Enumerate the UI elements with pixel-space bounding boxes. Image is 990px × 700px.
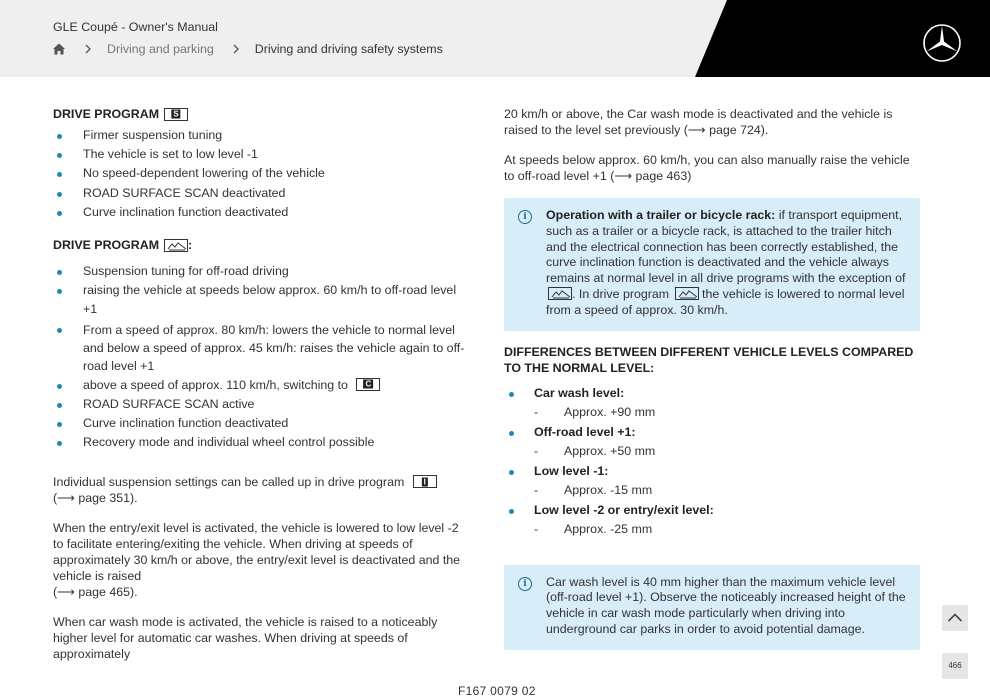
level-label: Low level -1: (534, 463, 609, 478)
heading-colon: : (188, 238, 193, 253)
list-item (504, 501, 920, 540)
header-black-wedge (0, 0, 990, 77)
list-item (53, 376, 468, 395)
list-item: raising the vehicle at speeds below approx. 60 km/h to off-road level +1 (53, 281, 468, 319)
list-item: Curve inclination function deactivated (53, 203, 468, 222)
info-icon: i (518, 210, 532, 224)
sport-features-list (53, 126, 468, 222)
chevron-right-icon (82, 43, 94, 55)
trailer-info-box (504, 198, 920, 331)
level-label: Off-road level +1: (534, 424, 636, 439)
car-wash-continued-paragraph (504, 106, 920, 138)
page-number: 466 (942, 653, 968, 679)
vehicle-levels-heading: DIFFERENCES BETWEEN DIFFERENT VEHICLE LEVELS COMPARED TO THE NORMAL LEVEL: (504, 344, 914, 375)
level-value: - Approx. +90 mm (534, 403, 920, 423)
info-box-text: . In drive program (572, 286, 670, 301)
page-reference-link[interactable]: (⟶ page 465). (53, 585, 138, 600)
left-column (53, 106, 468, 662)
breadcrumb-item-current: Driving and driving safety systems (254, 42, 443, 56)
list-item: ROAD SURFACE SCAN deactivated (53, 184, 468, 203)
list-item: From a speed of approx. 80 km/h: lowers the vehicle to normal level and below a speed of approx. 45 km/h: raises the vehicle again to off-road level +1 (53, 320, 468, 376)
page-reference-link[interactable]: (⟶ page 463) (610, 169, 692, 183)
list-item: Recovery mode and individual wheel control possible (53, 433, 468, 452)
offroad-mode-icon (675, 287, 699, 300)
manual-title: GLE Coupé - Owner's Manual (53, 20, 218, 34)
sport-mode-icon-label: S (173, 109, 179, 119)
vehicle-levels-list (504, 384, 920, 540)
offroad-mode-icon (164, 239, 188, 252)
page-reference-link[interactable]: (⟶ page 351). (53, 491, 138, 506)
list-item (504, 462, 920, 501)
level-label: Low level -2 or entry/exit level: (534, 502, 714, 517)
page-header (0, 0, 990, 77)
scroll-to-top-button[interactable] (942, 605, 968, 631)
list-item: Curve inclination function deactivated (53, 414, 468, 433)
offroad-mode-icon (548, 287, 572, 300)
level-value: - Approx. -25 mm (534, 520, 920, 540)
list-item: ROAD SURFACE SCAN active (53, 395, 468, 414)
level-value: - Approx. -15 mm (534, 481, 920, 501)
breadcrumb-item-driving-and-parking[interactable]: Driving and parking (107, 42, 214, 56)
home-icon[interactable] (52, 42, 66, 56)
info-box-text: the vehicle is lowered to normal level from a speed of approx. 30 km/h. (546, 286, 905, 317)
comfort-mode-icon-label: C (365, 379, 372, 389)
paragraph-text: 20 km/h or above, the Car wash mode is deactivated and the vehicle is raised to the level set previously (504, 107, 893, 137)
breadcrumb (52, 42, 443, 56)
chevron-right-icon (230, 43, 242, 55)
paragraph-text: Individual suspension settings can be called up in drive program (53, 475, 405, 490)
info-icon: i (518, 577, 532, 591)
entry-exit-paragraph (53, 520, 468, 600)
comfort-mode-icon (356, 378, 380, 391)
info-box-title: Operation with a trailer or bicycle rack: (546, 208, 776, 222)
individual-mode-icon (413, 475, 437, 488)
manual-raise-paragraph (504, 152, 920, 184)
individual-settings-paragraph (53, 474, 468, 506)
sport-mode-icon (164, 108, 188, 121)
paragraph-text: At speeds below approx. 60 km/h, you can also manually raise the vehicle to off-road level +1 (504, 153, 910, 183)
list-item: Firmer suspension tuning (53, 126, 468, 145)
list-item (504, 423, 920, 462)
drive-program-offroad-heading (53, 237, 468, 253)
drive-program-heading-text: DRIVE PROGRAM (53, 238, 160, 253)
info-box-text: Car wash level is 40 mm higher than the maximum vehicle level (off-road level +1). Observe the noticeably increased height of the vehicle in car wash mode particularly when driving into underground car parks in order to avoid potential damage. (546, 574, 906, 636)
list-item: The vehicle is set to low level -1 (53, 145, 468, 164)
list-item: No speed-dependent lowering of the vehicle (53, 164, 468, 183)
info-box-text: if transport equipment, such as a trailer or a bicycle rack, is attached to the trailer hitch and the electrical connection has been correctly established, the curve inclination function is deactivated and the vehicle always remains at normal level in all drive programs with the exception of (546, 208, 906, 286)
chevron-up-icon (942, 605, 968, 631)
offroad-features-list (53, 262, 468, 452)
individual-mode-icon-label: I (423, 477, 426, 487)
page-reference-link[interactable]: (⟶ page 724). (683, 123, 769, 137)
drive-program-sport-heading (53, 106, 468, 122)
right-column (504, 106, 920, 650)
car-wash-info-box (504, 565, 920, 650)
paragraph-text: When the entry/exit level is activated, the vehicle is lowered to low level -2 to facilitate entering/exiting the vehicle. When driving at speeds of approximately 30 km/h or above, the entry/exit level is deactivated and the vehicle is raised (53, 521, 461, 584)
list-item: Suspension tuning for off-road driving (53, 262, 468, 281)
level-value: - Approx. +50 mm (534, 442, 920, 462)
mercedes-star-logo[interactable] (922, 23, 962, 63)
level-label: Car wash level: (534, 385, 625, 400)
drive-program-heading-text: DRIVE PROGRAM (53, 107, 160, 121)
list-item (504, 384, 920, 423)
car-wash-paragraph: When car wash mode is activated, the vehicle is raised to a noticeably higher level for automatic car washes. When driving at speeds of approximately (53, 615, 438, 662)
figure-code: F167 0079 02 (458, 684, 536, 698)
list-item-text: above a speed of approx. 110 km/h, switching to (83, 377, 348, 392)
